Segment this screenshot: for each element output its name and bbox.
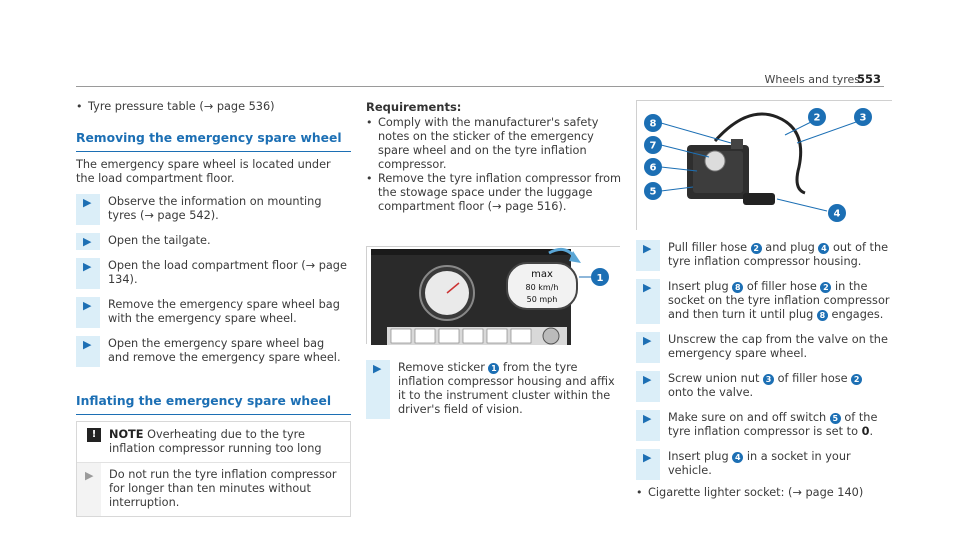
note-body (109, 428, 342, 456)
requirement-text: Remove the tyre inflation compressor from the stowage space under the luggage compartment floor (→ page 516). (378, 172, 622, 213)
step (76, 233, 351, 250)
note-box (76, 421, 351, 517)
callout-marker: 8 (732, 282, 743, 293)
step-text-part: Make sure on and off switch (668, 411, 830, 424)
callout-number: 2 (813, 112, 821, 124)
compressor-sticker-photo (366, 246, 620, 344)
step-arrow-icon: ▶ (636, 371, 660, 402)
step-text (390, 360, 622, 419)
requirement-item (366, 116, 622, 172)
step-text-part: out of the tyre inflation compressor housing. (668, 241, 889, 268)
step-text-part: of the tyre inflation compressor is set to (668, 411, 878, 438)
callout-number: 6 (649, 162, 657, 174)
step-text: Remove the emergency spare wheel bag with the emergency spare wheel. (100, 297, 351, 328)
step-text (660, 279, 894, 324)
note-header (77, 422, 350, 463)
step-text-part: Insert plug (668, 280, 733, 293)
step-text (660, 371, 894, 402)
step-arrow-icon: ▶ (636, 240, 660, 271)
step (636, 449, 894, 480)
step-text (660, 332, 894, 363)
bullet-item (76, 100, 351, 114)
step (636, 410, 894, 441)
compressor-sticker-image (367, 247, 621, 345)
step-text-part: Screw union nut (668, 372, 764, 385)
column-1 (76, 100, 351, 517)
requirement-item (366, 172, 622, 214)
compressor-hose-photo (636, 100, 892, 230)
step-text-part: Remove sticker (398, 361, 485, 374)
callout-marker: 4 (818, 243, 829, 254)
step-text-part: from the tyre inflation compressor housing and affix it to the instrument cluster within the driver's field of vision. (398, 361, 615, 416)
step-arrow-icon: ▶ (636, 279, 660, 324)
step (636, 240, 894, 271)
step-arrow-icon: ▶ (636, 410, 660, 441)
step (636, 279, 894, 324)
step (636, 371, 894, 402)
bullet-item (636, 486, 894, 500)
step-arrow-icon: ▶ (76, 258, 100, 289)
step-text (660, 449, 894, 480)
bullet-icon: • (366, 116, 373, 129)
bullet-text[interactable]: Tyre pressure table (→ page 536) (88, 100, 275, 113)
callout-marker: 2 (751, 243, 762, 254)
requirements-list (366, 116, 622, 214)
note-label: NOTE (109, 428, 144, 441)
step-text-part: Unscrew the cap from the valve on the emergency spare wheel. (668, 333, 888, 360)
sticker-kmh-text: 80 km/h (525, 283, 559, 292)
requirement-text: Comply with the manufacturer's safety notes on the sticker of the emergency spare wheel and on the tyre inflation compressor. (378, 116, 599, 171)
requirements-title: Requirements: (366, 100, 462, 114)
callout-number: 1 (596, 273, 604, 284)
step-text (660, 240, 894, 271)
step-arrow-icon: ▶ (76, 233, 100, 250)
callout-marker: 2 (851, 374, 862, 385)
step-text-part: in the socket on the tyre inflation compressor and then turn it until plug (668, 280, 890, 321)
sticker-mph-text: 50 mph (526, 295, 558, 304)
callout-number: 3 (859, 112, 867, 124)
step-text-part: onto the valve. (668, 386, 754, 399)
compressor-hose-image (637, 101, 893, 231)
step-text-part: in a socket in your vehicle. (668, 450, 851, 477)
callout-marker: 5 (830, 413, 841, 424)
step-text: Open the tailgate. (100, 233, 351, 250)
callout-number: 8 (649, 118, 657, 130)
callout-number: 5 (649, 186, 657, 198)
note-step-text: Do not run the tyre inflation compressor for longer than ten minutes without interruption. (109, 468, 337, 509)
column-2 (366, 100, 622, 214)
step (636, 332, 894, 363)
step-text-part: . (869, 425, 874, 438)
step-list (76, 194, 351, 367)
step-text-part: of filler hose (743, 280, 821, 293)
callout-number: 7 (649, 140, 657, 152)
column-2-step (366, 352, 622, 419)
callout-marker: 8 (817, 310, 828, 321)
callout-marker: 3 (763, 374, 774, 385)
bullet-icon: • (76, 100, 83, 113)
bullet-icon: • (636, 486, 643, 499)
section-heading: Inflating the emergency spare wheel (76, 393, 351, 415)
step-text-part: engages. (827, 308, 884, 321)
step-arrow-icon: ▶ (76, 297, 100, 328)
step-arrow-icon: ▶ (366, 360, 390, 419)
switch-position: 0 (861, 425, 870, 438)
step (76, 336, 351, 367)
step-text: Open the emergency spare wheel bag and remove the emergency spare wheel. (100, 336, 351, 367)
step-arrow-icon: ▶ (76, 336, 100, 367)
step-arrow-icon: ▶ (636, 449, 660, 480)
running-header-title: Wheels and tyres (764, 73, 860, 86)
callout-marker: 2 (820, 282, 831, 293)
sticker-max-text: max (531, 269, 553, 280)
step (76, 194, 351, 225)
step-arrow-icon: ▶ (77, 463, 101, 516)
step-text-part: and plug (761, 241, 819, 254)
callout-number: 4 (833, 208, 841, 220)
step-text-part: Insert plug (668, 450, 733, 463)
callout-marker: 1 (488, 363, 499, 374)
warning-icon: ! (87, 428, 101, 442)
step (76, 297, 351, 328)
step-arrow-icon: ▶ (76, 194, 100, 225)
header-rule (76, 86, 884, 87)
step-text (660, 410, 894, 441)
step-text: Open the load compartment floor (→ page 134). (100, 258, 351, 289)
step-text-part: Pull filler hose (668, 241, 751, 254)
step-text: Observe the information on mounting tyres (→ page 542). (100, 194, 351, 225)
callout-marker: 4 (732, 452, 743, 463)
note-text: Overheating due to the tyre inflation compressor running too long (109, 428, 322, 455)
section-heading: Removing the emergency spare wheel (76, 130, 351, 152)
column-3 (636, 240, 894, 500)
section-intro: The emergency spare wheel is located under the load compartment floor. (76, 158, 331, 185)
page-number: 553 (856, 72, 881, 86)
bullet-icon: • (366, 172, 373, 185)
note-step (77, 463, 350, 516)
step-list (636, 240, 894, 480)
step-text-part: of filler hose (774, 372, 852, 385)
step-arrow-icon: ▶ (636, 332, 660, 363)
step (76, 258, 351, 289)
step (366, 360, 622, 419)
bullet-text[interactable]: Cigarette lighter socket: (→ page 140) (648, 486, 864, 499)
